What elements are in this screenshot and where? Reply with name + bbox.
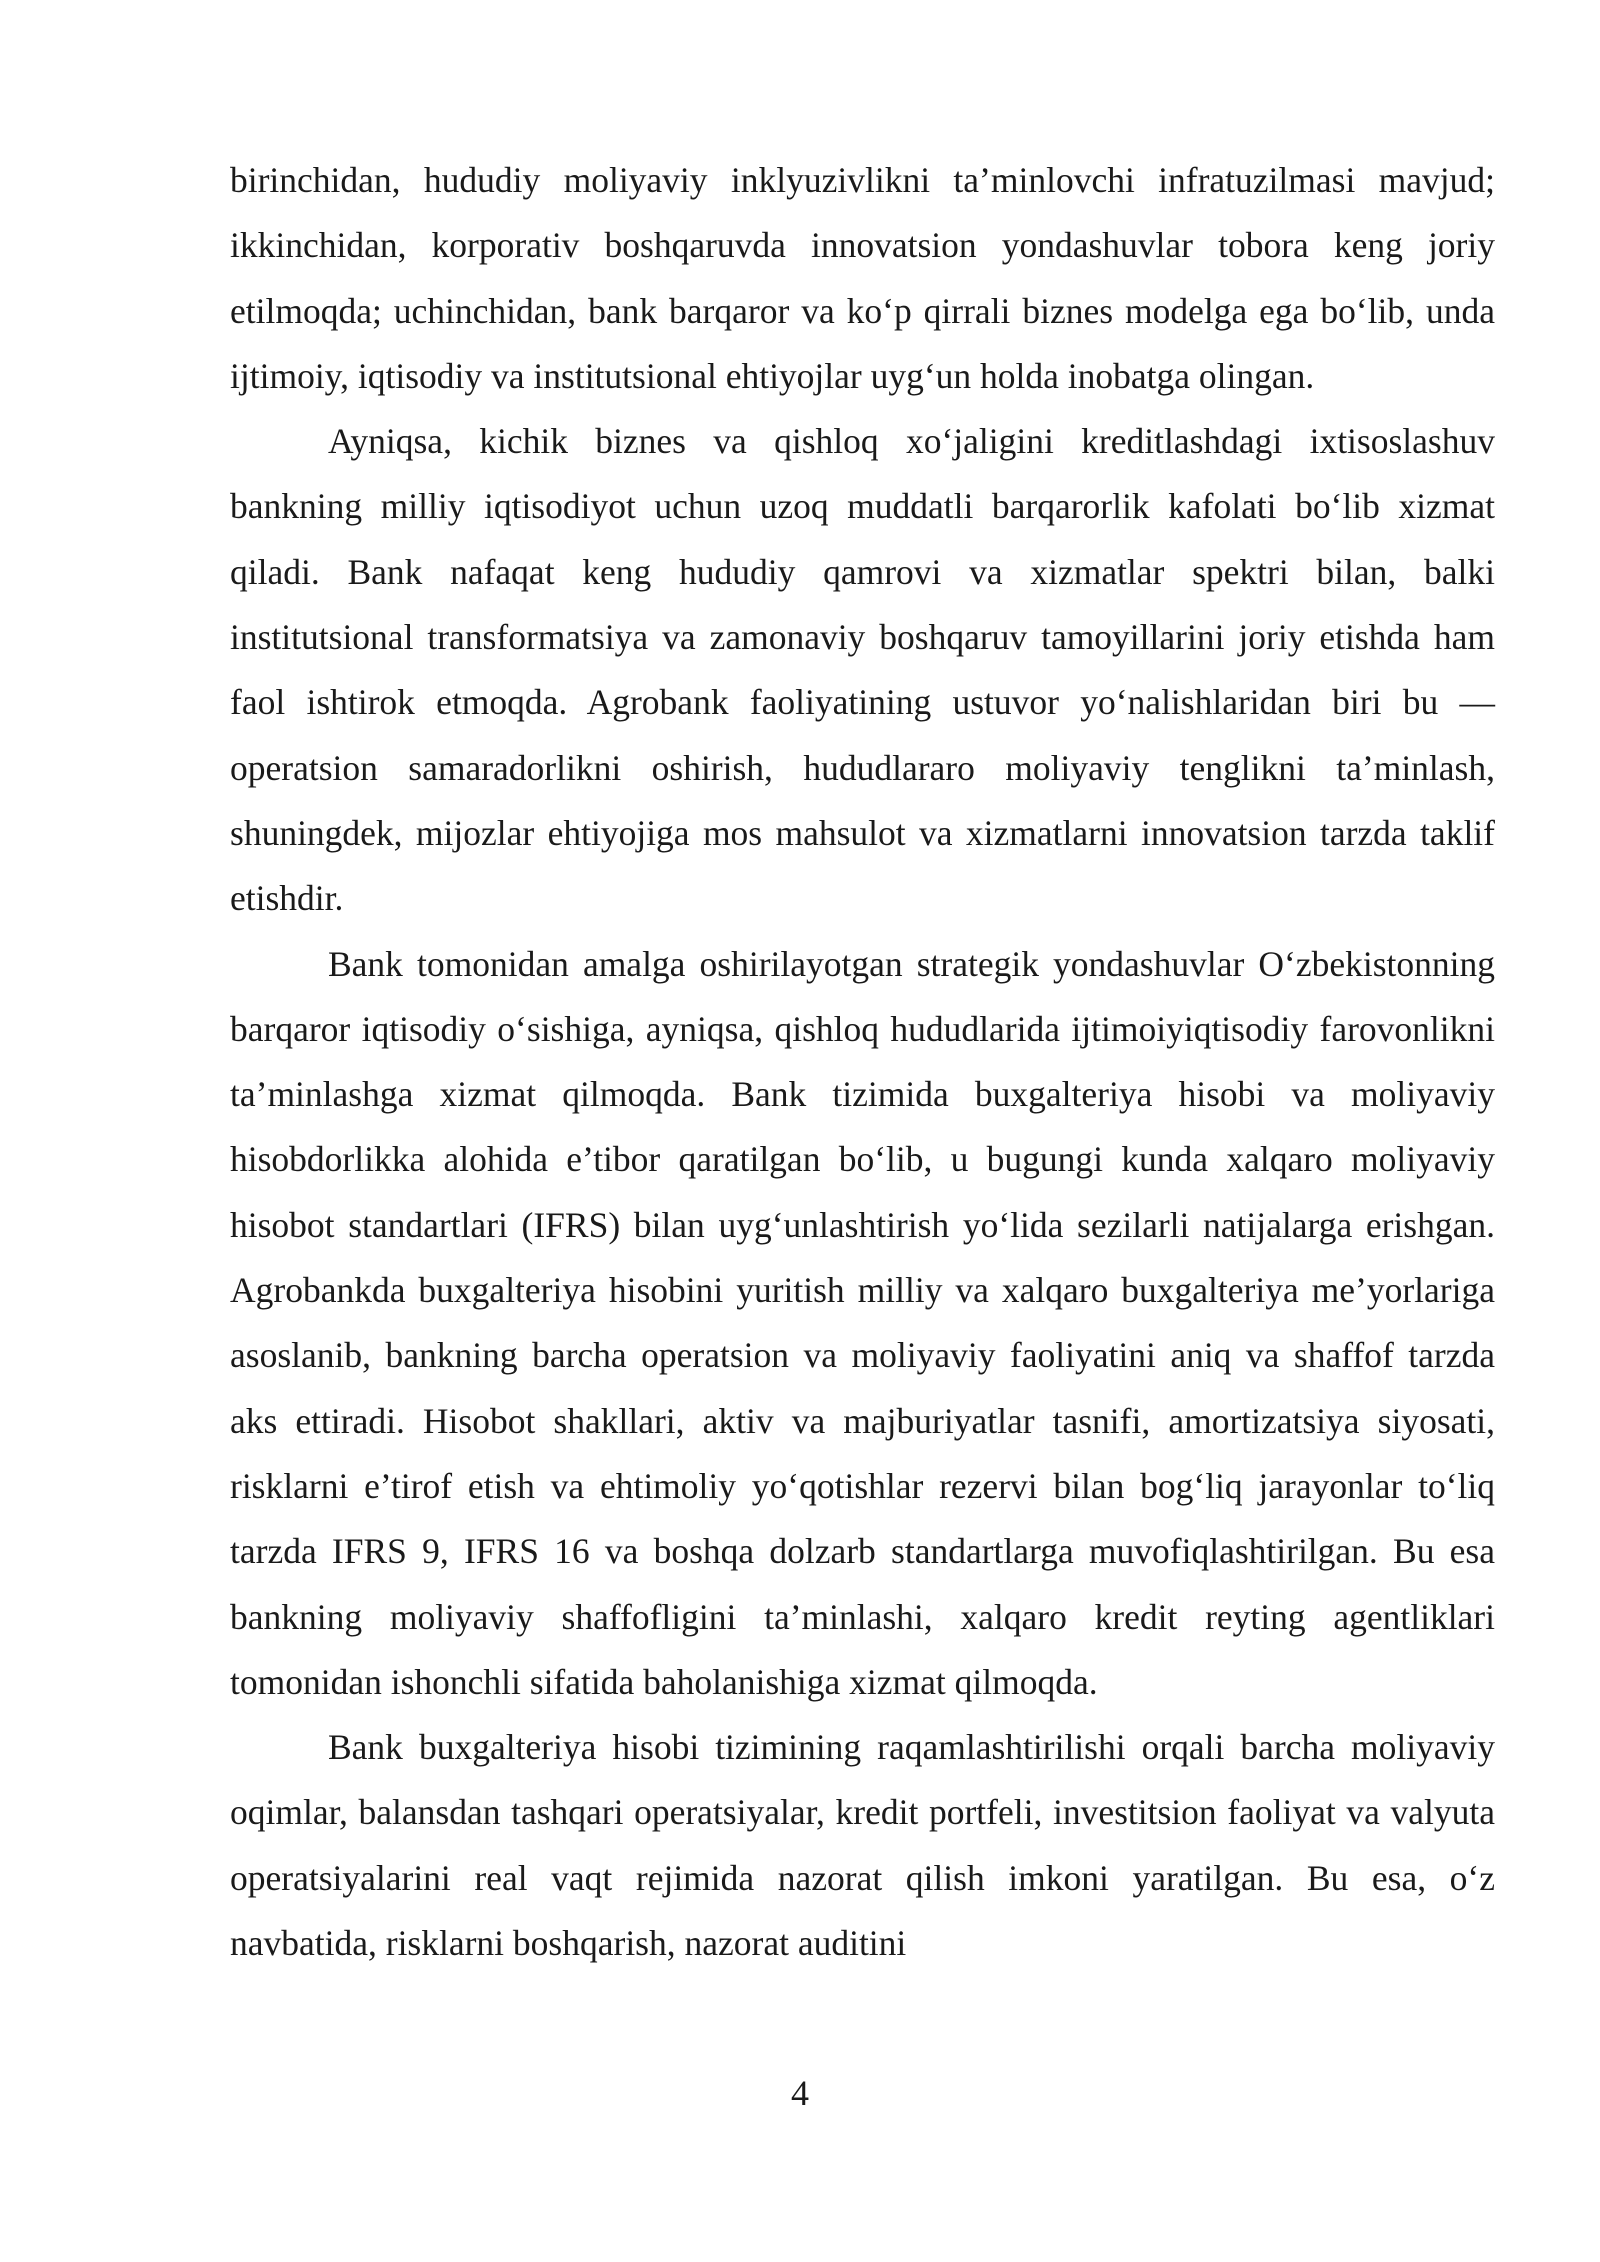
paragraph-specialization: Ayniqsa, kichik biznes va qishloq xo‘jaligini kreditlashdagi ixtisoslashuv bankning milliy iqtisodiyot uchun uzoq muddatli barqarorlik kafolati bo‘lib xizmat qiladi. Bank nafaqat keng hududiy qamrovi va xizmatlar spektri bilan, balki institutsional transformatsiya va zamonaviy boshqaruv tamoyillarini joriy etishda ham faol ishtirok etmoqda. Agrobank faoliyatining ustuvor yo‘nalishlaridan biri bu — operatsion samaradorlikni oshirish, hududlararo moliyaviy tenglikni ta’minlash, shuningdek, mijozlar ehtiyojiga mos mahsulot va xizmatlarni innovatsion tarzda taklif etishdir.	[230, 421, 1495, 919]
page-number: 4	[791, 2073, 809, 2113]
paragraph-continuation: birinchidan, hududiy moliyaviy inklyuzivlikni ta’minlovchi infratuzilmasi mavjud; ikkinchidan, korporativ boshqaruvda innovatsion yondashuvlar tobora keng joriy etilmoqda; uchinchidan, bank barqaror va ko‘p qirrali biznes modelga ega bo‘lib, unda ijtimoiy, iqtisodiy va institutsional ehtiyojlar uyg‘un holda inobatga olingan.	[230, 160, 1495, 396]
document-page	[230, 148, 1495, 1976]
paragraph-strategic-approaches: Bank tomonidan amalga oshirilayotgan strategik yondashuvlar O‘zbekistonning barqaror iqtisodiy o‘sishiga, ayniqsa, qishloq hududlarida ijtimoiyiqtisodiy farovonlikni ta’minlashga xizmat qilmoqda. Bank tizimida buxgalteriya hisobi va moliyaviy hisobdorlikka alohida e’tibor qaratilgan bo‘lib, u bugungi kunda xalqaro moliyaviy hisobot standartlari (IFRS) bilan uyg‘unlashtirish yo‘lida sezilarli natijalarga erishgan. Agrobankda buxgalteriya hisobini yuritish milliy va xalqaro buxgalteriya me’yorlariga asoslanib, bankning barcha operatsion va moliyaviy faoliyatini aniq va shaffof tarzda aks ettiradi. Hisobot shakllari, aktiv va majburiyatlar tasnifi, amortizatsiya siyosati, risklarni e’tirof etish va ehtimoliy yo‘qotishlar rezervi bilan bog‘liq jarayonlar to‘liq tarzda IFRS 9, IFRS 16 va boshqa dolzarb standartlarga muvofiqlashtirilgan. Bu esa bankning moliyaviy shaffofligini ta’minlashi, xalqaro kredit reyting agentliklari tomonidan ishonchli sifatida baholanishiga xizmat qilmoqda.	[230, 943, 1495, 1702]
paragraph-digitalization: Bank buxgalteriya hisobi tizimining raqamlashtirilishi orqali barcha moliyaviy oqimlar, balansdan tashqari operatsiyalar, kredit portfeli, investitsion faoliyat va valyuta operatsiyalarini real vaqt rejimida nazorat qilish imkoni yaratilgan. Bu esa, o‘z navbatida, risklarni boshqarish, nazorat auditini	[230, 1727, 1495, 1964]
